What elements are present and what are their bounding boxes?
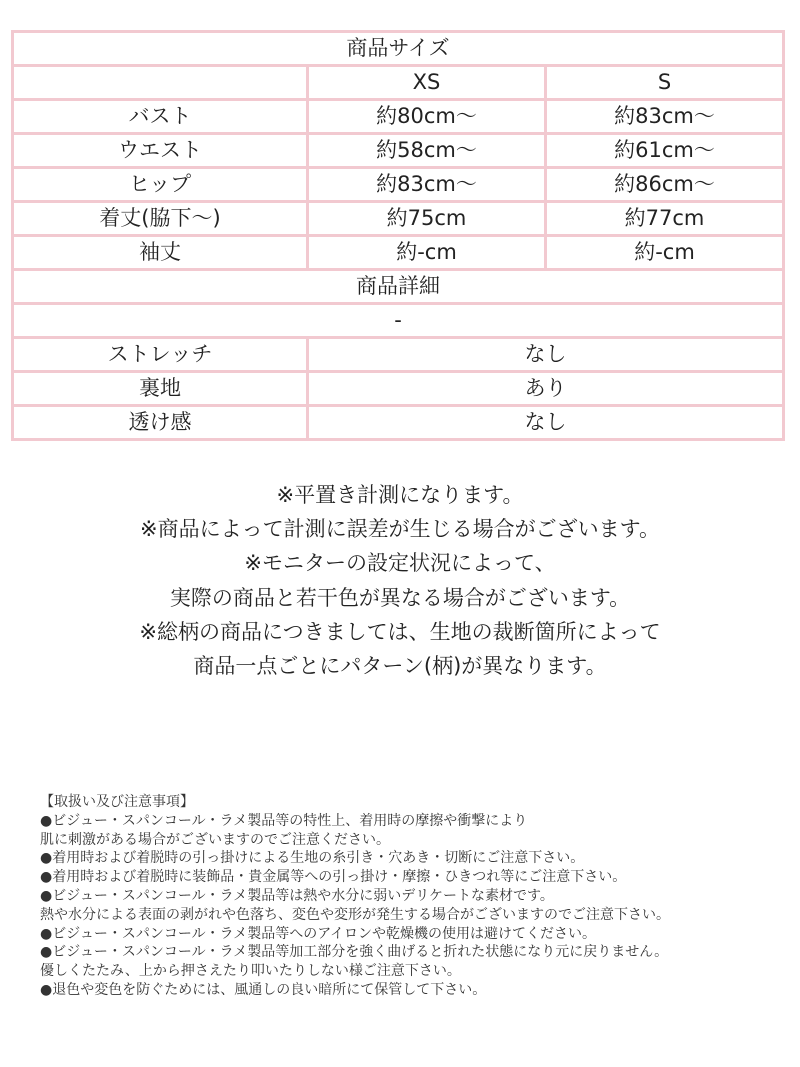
detail-description-row bbox=[13, 304, 784, 338]
value-xs: 約-cm bbox=[308, 236, 546, 270]
value-s: 約61cm～ bbox=[546, 134, 784, 168]
detail-section-title: 商品詳細 bbox=[13, 270, 784, 304]
care-line: ●着用時および着脱時の引っ掛けによる生地の糸引き・穴あき・切断にご注意下さい。 bbox=[40, 850, 585, 867]
care-line: ●着用時および着脱時に装飾品・貴金属等への引っ掛け・摩擦・ひきつれ等にご注意下さい。 bbox=[40, 869, 627, 886]
value-xs: 約80cm～ bbox=[308, 100, 546, 134]
value-s: 約77cm bbox=[546, 202, 784, 236]
note-line: 商品一点ごとにパターン(柄)が異なります。 bbox=[193, 653, 607, 678]
row-label: ウエスト bbox=[13, 134, 308, 168]
value-s: 約-cm bbox=[546, 236, 784, 270]
value-s: 約83cm～ bbox=[546, 100, 784, 134]
care-line: ●ビジュー・スパンコール・ラメ製品等へのアイロンや乾燥機の使用は避けてください。 bbox=[40, 925, 596, 942]
row-label: 透け感 bbox=[13, 406, 308, 440]
row-label: ヒップ bbox=[13, 168, 308, 202]
care-line: ●ビジュー・スパンコール・ラメ製品等の特性上、着用時の摩擦や衝撃により bbox=[40, 812, 528, 829]
value-xs: 約75cm bbox=[308, 202, 546, 236]
care-instructions bbox=[40, 793, 670, 1000]
row-label: バスト bbox=[13, 100, 308, 134]
care-line: ●ビジュー・スパンコール・ラメ製品等は熱や水分に弱いデリケートな素材です。 bbox=[40, 887, 554, 904]
row-label: 着丈(脇下～) bbox=[13, 202, 308, 236]
row-label: 裏地 bbox=[13, 372, 308, 406]
note-line: ※モニターの設定状況によって、 bbox=[244, 551, 556, 576]
note-line: ※総柄の商品につきましては、生地の裁断箇所によって bbox=[139, 619, 661, 644]
detail-value: なし bbox=[308, 406, 784, 440]
size-row-sleeve bbox=[13, 236, 784, 270]
header-cell-empty bbox=[13, 66, 308, 100]
care-line: 優しくたたみ、上から押さえたり叩いたりしない様ご注意下さい。 bbox=[40, 963, 461, 980]
detail-value: あり bbox=[308, 372, 784, 406]
detail-row-stretch bbox=[13, 338, 784, 372]
detail-section-header-row bbox=[13, 270, 784, 304]
value-xs: 約83cm～ bbox=[308, 168, 546, 202]
header-cell-s: S bbox=[546, 66, 784, 100]
note-line: 実際の商品と若干色が異なる場合がございます。 bbox=[169, 585, 631, 610]
detail-row-lining bbox=[13, 372, 784, 406]
detail-row-sheerness bbox=[13, 406, 784, 440]
detail-description: - bbox=[13, 304, 784, 338]
size-section-header-row bbox=[13, 32, 784, 66]
size-row-waist bbox=[13, 134, 784, 168]
care-title: 【取扱い及び注意事項】 bbox=[40, 794, 194, 810]
row-label: 袖丈 bbox=[13, 236, 308, 270]
value-s: 約86cm～ bbox=[546, 168, 784, 202]
note-line: ※平置き計測になります。 bbox=[276, 483, 524, 507]
measurement-notes bbox=[0, 478, 800, 683]
note-line: ※商品によって計測に誤差が生じる場合がございます。 bbox=[140, 517, 660, 542]
size-section-title: 商品サイズ bbox=[13, 32, 784, 66]
row-label: ストレッチ bbox=[13, 338, 308, 372]
size-row-hip bbox=[13, 168, 784, 202]
header-cell-xs: XS bbox=[308, 66, 546, 100]
care-line: 肌に刺激がある場合がございますのでご注意ください。 bbox=[40, 831, 390, 848]
size-column-header-row bbox=[13, 66, 784, 100]
product-info-table bbox=[11, 30, 785, 441]
care-line: ●ビジュー・スパンコール・ラメ製品等加工部分を強く曲げると折れた状態になり元に戻りません。 bbox=[40, 944, 669, 961]
care-line: ●退色や変色を防ぐためには、風通しの良い暗所にて保管して下さい。 bbox=[40, 981, 487, 998]
detail-value: なし bbox=[308, 338, 784, 372]
size-row-bust bbox=[13, 100, 784, 134]
size-row-length bbox=[13, 202, 784, 236]
care-line: 熱や水分による表面の剥がれや色落ち、変色や変形が発生する場合がございますのでご注意下さい。 bbox=[40, 906, 670, 923]
value-xs: 約58cm～ bbox=[308, 134, 546, 168]
